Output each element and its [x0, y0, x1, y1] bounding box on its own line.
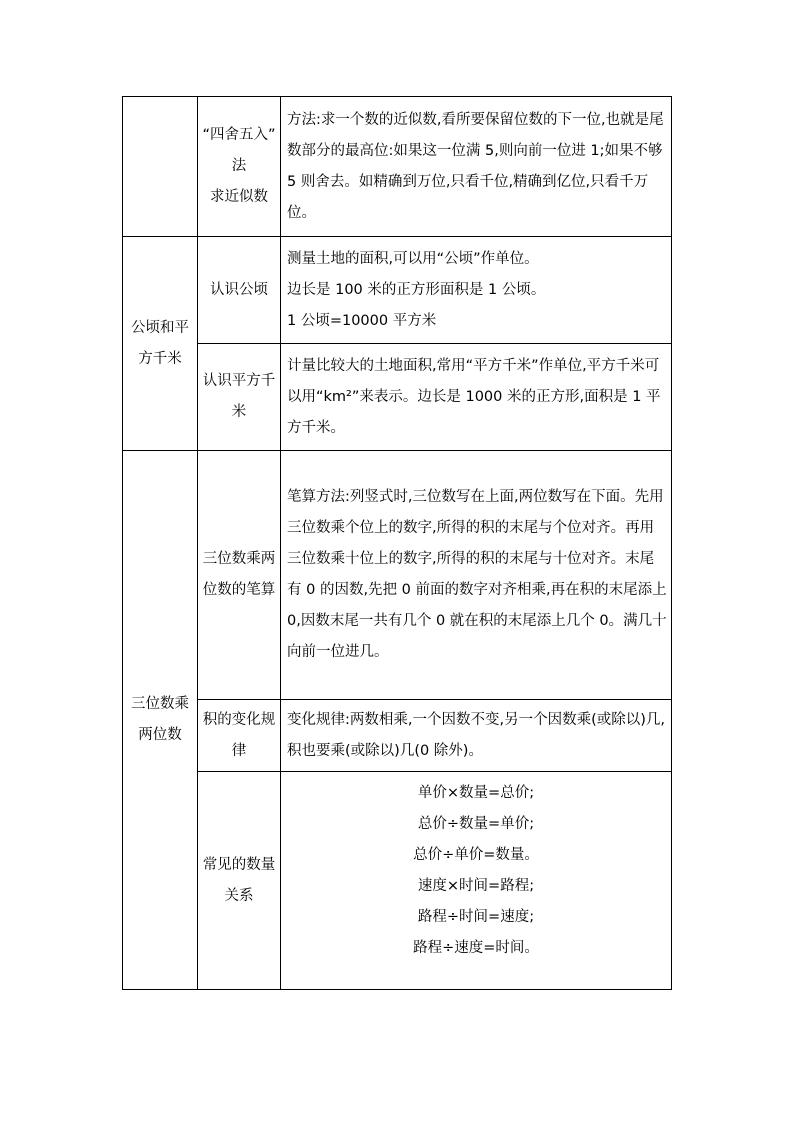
subtopic-line: 律 [231, 742, 247, 759]
subtopic-line: 求近似数 [210, 189, 268, 205]
subtopic-cell-quantity-relations [198, 772, 281, 990]
content-paragraph: 计量比较大的土地面积,常用“平方千米”作单位,平方千米可以用“km²”来表示。边长是 1000 米的正方形,面积是 1 平方千米。 [287, 357, 661, 436]
table-row-product-rule [123, 700, 672, 772]
subtopic-line: 积的变化规 [202, 711, 276, 728]
subtopic-cell-rounding [198, 97, 281, 237]
content-cell-written-method [281, 451, 672, 700]
formula-line: 总价÷单价=数量。 [413, 847, 539, 863]
formula-line: 路程÷速度=时间。 [413, 940, 539, 956]
subtopic-cell-product-rule [198, 700, 281, 772]
formula-line: 总价÷数量=单价; [417, 816, 535, 832]
knowledge-table [122, 96, 672, 990]
subtopic-line: 米 [231, 404, 247, 420]
subtopic-line: 认识公顷 [210, 281, 268, 298]
category-line: 方千米 [138, 350, 182, 367]
subtopic-line: 法 [231, 158, 247, 174]
content-paragraph: 方法:求一个数的近似数,看所要保留位数的下一位,也就是尾数部分的最高位:如果这一位满 5,则向前一位进 1;如果不够 5 则舍去。如精确到万位,只看千位,精确到亿位,只看千万位。 [287, 111, 664, 221]
subtopic-line: 常见的数量 [202, 856, 276, 873]
formula-line: 路程÷时间=速度; [417, 909, 535, 925]
subtopic-cell-written-method [198, 451, 281, 700]
subtopic-line: “四舍五入” [202, 127, 276, 143]
content-cell-quantity-relations [281, 772, 672, 990]
table-row-rounding [123, 97, 672, 237]
content-cell-rounding [281, 97, 672, 237]
subtopic-cell-square-km [198, 344, 281, 451]
content-cell-hectare [281, 237, 672, 344]
category-line: 公顷和平 [131, 319, 189, 336]
formula-line: 单价×数量=总价; [417, 785, 535, 801]
content-cell-product-rule [281, 700, 672, 772]
table-row-square-km [123, 344, 672, 451]
formula-line: 速度×时间=路程; [417, 878, 535, 894]
subtopic-line: 关系 [224, 887, 254, 904]
subtopic-line: 位数的笔算 [202, 582, 276, 598]
content-cell-square-km [281, 344, 672, 451]
category-cell-hectare [123, 237, 198, 451]
subtopic-cell-hectare [198, 237, 281, 344]
content-paragraph: 变化规律:两数相乘,一个因数不变,另一个因数乘(或除以)几,积也要乘(或除以)几(0 除外)。 [287, 711, 666, 759]
category-cell-empty [123, 97, 198, 237]
subtopic-line: 三位数乘两 [202, 551, 276, 567]
content-line: 测量土地的面积,可以用“公顷”作单位。 [287, 250, 539, 267]
content-paragraph: 笔算方法:列竖式时,三位数写在上面,两位数写在下面。先用三位数乘个位上的数字,所得的积的末尾与个位对齐。再用三位数乘十位上的数字,所得的积的末尾与十位对齐。末尾有 0 的因数,先把 0 前面的数字对齐相乘,再在积的末尾添上 0,因数末尾一共有几个 0 就在积的末尾添上几个 0。满几十向前一位进几。 [287, 489, 667, 660]
category-line: 两位数 [138, 727, 182, 743]
category-cell-multiplication [123, 451, 198, 990]
subtopic-line: 认识平方千 [202, 373, 276, 389]
category-line: 三位数乘 [131, 696, 189, 712]
content-line: 边长是 100 米的正方形面积是 1 公顷。 [287, 281, 546, 298]
table-row-hectare [123, 237, 672, 344]
table-row-written-method [123, 451, 672, 700]
table-row-quantity-relations [123, 772, 672, 990]
content-line: 1 公顷=10000 平方米 [287, 312, 437, 329]
